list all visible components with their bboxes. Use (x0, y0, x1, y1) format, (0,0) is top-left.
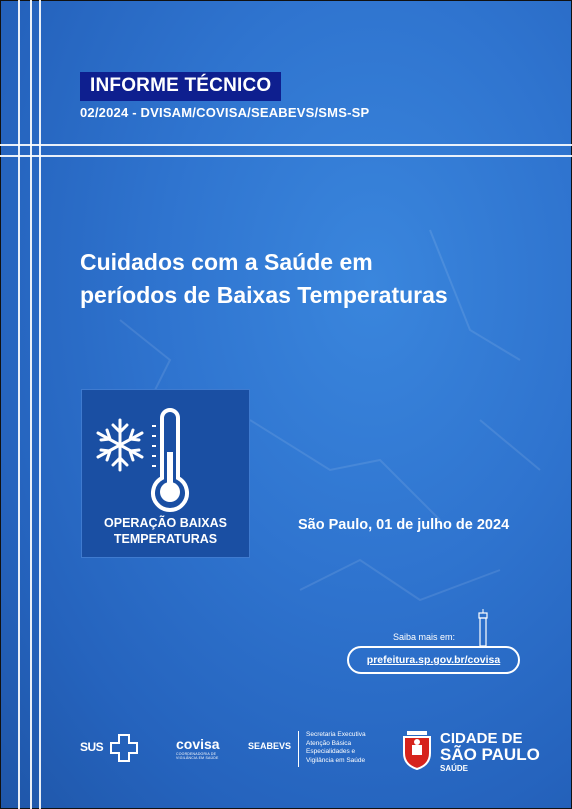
prefeitura-line-2: SÃO PAULO (440, 745, 540, 764)
more-info-label: Saiba mais em: (393, 632, 456, 642)
page-title (80, 246, 550, 312)
secretaria-text (306, 731, 366, 765)
covisa-link[interactable]: prefeitura.sp.gov.br/covisa (347, 646, 520, 674)
tower-icon (476, 609, 490, 649)
seabevs-logo: SEABEVS (248, 741, 292, 751)
document-code: 02/2024 - DVISAM/COVISA/SEABEVS/SMS-SP (80, 105, 370, 120)
city-crest-icon (400, 727, 434, 771)
operation-label (82, 515, 249, 547)
frame-line-left-1 (18, 0, 20, 809)
sus-cross-icon (110, 733, 170, 763)
title-line-2: períodos de Baixas Temperaturas (80, 282, 448, 308)
secretaria-line-2: Atenção Básica (306, 739, 352, 747)
covisa-name: covisa (176, 736, 220, 752)
thermometer-icon (152, 410, 187, 510)
prefeitura-logo (440, 731, 540, 773)
operation-icons (82, 390, 249, 515)
publication-date: São Paulo, 01 de julho de 2024 (298, 517, 510, 533)
secretaria-line-3: Especialidades e (306, 748, 356, 755)
report-type-badge: INFORME TÉCNICO (80, 72, 281, 101)
snowflake-icon (98, 420, 142, 470)
footer-divider (298, 731, 299, 767)
frame-line-top-1 (0, 144, 572, 146)
prefeitura-line-3: SAÚDE (440, 764, 469, 773)
frame-line-left-3 (39, 0, 41, 809)
frame-line-top-2 (0, 155, 572, 157)
prefeitura-line-1: CIDADE DE (440, 730, 523, 747)
secretaria-line-1: Secretaria Executiva (306, 731, 366, 738)
title-line-1: Cuidados com a Saúde em (80, 249, 373, 275)
operation-badge (81, 389, 250, 558)
operation-label-line-2: TEMPERATURAS (113, 532, 218, 546)
frame-line-left-2 (30, 0, 32, 809)
covisa-logo (176, 736, 220, 760)
secretaria-line-4: Vigilância em Saúde (306, 756, 366, 764)
sus-logo-text: SUS (80, 740, 104, 754)
covisa-subtitle-1: COORDENADORIA DE (176, 752, 217, 756)
operation-label-line-1: OPERAÇÃO BAIXAS (104, 516, 227, 530)
covisa-subtitle-2: VIGILÂNCIA EM SAÚDE (176, 756, 219, 760)
